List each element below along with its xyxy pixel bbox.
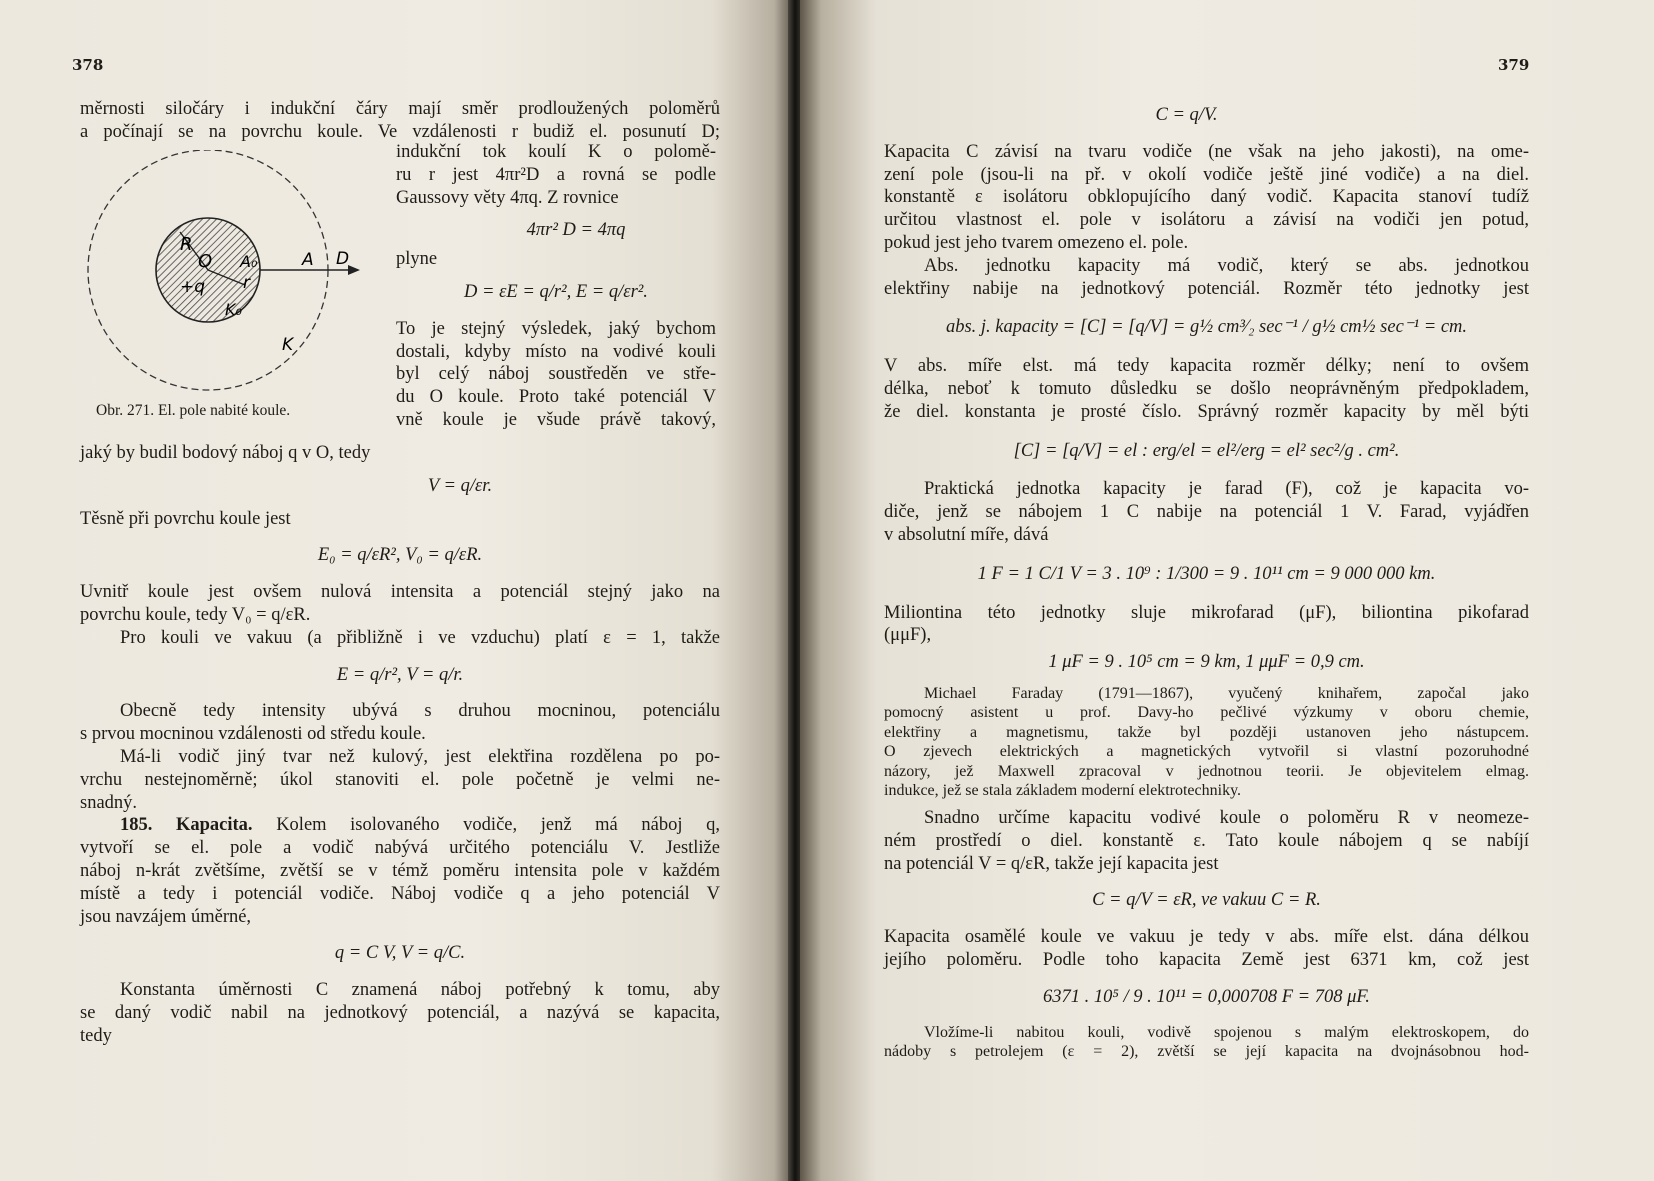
text-line: Vložíme-li nabitou kouli, vodivě spojenou s malým elektroskopem, do [924, 1023, 1529, 1041]
text-line: (μμF), [884, 625, 932, 646]
text-line: nádoby s petrolejem (ε = 2), zvětší se její kapacita na dvojnásobnou hod- [884, 1043, 1529, 1061]
text-line: názory, jež Maxwell zpracoval v jednotnou teorii. Je objevitelem elmag. [884, 762, 1529, 780]
page-number: 379 [1498, 56, 1530, 74]
equation: D = εE = q/r², E = q/εr². [464, 281, 648, 302]
text-line: vrchu nestejnoměrně; úkol stanoviti el. pole početně je velmi ne- [80, 769, 720, 790]
text-line: povrchu koule, tedy V₀ = q/εR. [80, 604, 311, 625]
text-line: V abs. míře elst. má tedy kapacita rozměr délky; není to ovšem [884, 356, 1529, 377]
left-text-main [80, 442, 720, 1048]
equation: [C] = [q/V] = el : erg/el = el²/erg = el² sec²/g . cm². [1013, 440, 1400, 461]
equation: E₀ = q/εR², V₀ = q/εR. [317, 545, 483, 566]
text-line: indukční tok koulí K o polomě- [396, 142, 716, 162]
equation: abs. j. kapacity = [C] = [q/V] = g½ cm³⁄₂ sec⁻¹ / g½ cm½ sec⁻¹ = cm. [945, 317, 1468, 338]
text-line: že diel. konstanta je prosté číslo. Správný rozměr kapacity by měl býti [884, 401, 1529, 422]
equation: C = q/V. [1155, 105, 1218, 125]
text-line: Kapacita osamělé koule ve vakuu je tedy v abs. míře elst. dána délkou [884, 927, 1529, 948]
beside-figure-text [396, 141, 716, 432]
text-line: Uvnitř koule jest ovšem nulová intensita a potenciál stejný jako na [80, 582, 720, 603]
label-r: r [243, 273, 250, 293]
text-line: s prvou mocninou vzdálenosti od středu koule. [80, 724, 426, 745]
equation: 1 μF = 9 . 10⁵ cm = 9 km, 1 μμF = 0,9 cm. [1048, 652, 1365, 673]
text-line: elektřiny nabije na jednotkový potenciál. Rozměr této jednotky jest [884, 278, 1529, 299]
text-line: a počínají se na povrchu koule. Ve vzdálenosti r budiž el. posunutí D; [80, 121, 720, 142]
text-line: konstantě ε isolátoru obklopujícího daný vodič. Kapacita stanoví tudíž [884, 187, 1529, 208]
equation: E = q/r², V = q/r. [336, 664, 464, 685]
label-D: D [336, 249, 350, 269]
text-line: jsou navzájem úměrné, [80, 906, 252, 927]
text-line: Praktická jednotka kapacity je farad (F), což je kapacita vo- [924, 479, 1529, 500]
text-line: tedy [80, 1025, 112, 1046]
text-line: Abs. jednotku kapacity má vodič, který se abs. jednotkou [924, 255, 1529, 276]
text-line: dostali, kdyby místo na vodivé kouli [396, 341, 716, 362]
text-line: Pro kouli ve vakuu (a přibližně i ve vzduchu) platí ε = 1, takže [120, 627, 720, 648]
text-line: vně koule je všude právě takový, [396, 409, 716, 430]
text-line: du O koule. Proto také potenciál V [396, 387, 716, 408]
text-line: určitou vlastnost el. pole v isolátoru a závisí na vodiči jen potud, [884, 210, 1529, 231]
arrow-head [348, 265, 360, 275]
text-line: Konstanta úměrnosti C znamená náboj potřebný k tomu, aby [120, 980, 720, 1001]
text-line: elektřiny a magnetismu, takže byl později ustanoven jeho nástupcem. [884, 723, 1529, 741]
text-line: na potenciál V = q/εR, takže její kapacita jest [884, 853, 1219, 874]
label-K0: K₀ [225, 300, 242, 319]
text-line: délka, neboť k tomuto důsledku se došlo neoprávněným předpokladem, [884, 378, 1529, 399]
page-number: 378 [72, 56, 104, 74]
footnote-faraday [884, 684, 1529, 801]
text-line: zení pole (jsou-li na př. v okolí vodiče ještě jiné vodiče) a na diel. [884, 164, 1529, 185]
closing-paragraph [884, 1023, 1529, 1062]
text-line: Gaussovy věty 4πq. Z rovnice [396, 187, 619, 208]
text-line: vytvoří se el. pole a vodič nabývá určitého potenciálu V. Jestliže [80, 838, 720, 859]
left-text-top [80, 98, 720, 144]
section-title: 185. Kapacita. [120, 815, 253, 836]
text-line [80, 814, 720, 837]
text-line: indukce, jež se stala základem moderní elektrotechniky. [884, 782, 1242, 800]
text-line: To je stejný výsledek, jaký bychom [396, 318, 716, 339]
text-line: pomocný asistent u prof. Davy-ho pečlivé výzkumy v oboru chemie, [884, 704, 1529, 722]
text-line: Snadno určíme kapacitu vodivé koule o poloměru R v neomeze- [924, 807, 1529, 828]
text-span: Kolem isolovaného vodiče, jenž má náboj q, [276, 815, 720, 836]
equation: 1 F = 1 C/1 V = 3 . 10⁹ : 1/300 = 9 . 10¹¹ cm = 9 000 000 km. [977, 563, 1436, 584]
text-line: pokud jest jeho tvarem omezeno el. pole. [884, 232, 1189, 253]
text-line: Těsně při povrchu koule jest [80, 508, 291, 529]
text-line: diče, jenž se nábojem 1 C nabije na potenciál 1 V. Farad, vyjádřen [884, 502, 1529, 523]
equation: 6371 . 10⁵ / 9 . 10¹¹ = 0,000708 F = 708 μF. [1043, 986, 1370, 1007]
equation: V = q/εr. [427, 475, 493, 496]
text-line: měrnosti siločáry i indukční čáry mají směr prodloužených poloměrů [80, 99, 720, 119]
text-line: snadný. [80, 792, 138, 813]
label-A: A [302, 250, 314, 270]
text-line: jejího poloměru. Podle toho kapacita Země jest 6371 km, což jest [884, 949, 1529, 970]
figure-caption: Obr. 271. El. pole nabité koule. [96, 402, 291, 419]
text-line: O zjevech elektrických a magnetických vytvořil si vlastní pozoruhodné [884, 743, 1529, 761]
text-line: ru r jest 4πr²D a rovná se podle [396, 164, 716, 185]
equation: q = C V, V = q/C. [334, 943, 466, 964]
text-line: Obecně tedy intensity ubývá s druhou mocninou, potenciálu [120, 701, 720, 722]
label-A0: A₀ [240, 252, 258, 271]
text-line: Má-li vodič jiný tvar než kulový, jest elektřina rozdělena po po- [120, 746, 720, 767]
text-line: Michael Faraday (1791—1867), vyučený knihařem, započal jako [924, 684, 1529, 702]
label-O: O [198, 251, 213, 272]
text-line: Miliontina této jednotky sluje mikrofarad (μF), biliontina pikofarad [884, 602, 1529, 623]
equation: C = q/V = εR, ve vakuu C = R. [1092, 890, 1321, 911]
text-line: Kapacita C závisí na tvaru vodiče (ne však na jeho jakosti), na ome- [884, 141, 1529, 162]
left-page [0, 0, 790, 1181]
right-text [884, 104, 1529, 1062]
text-line: byl celý náboj soustředěn ve stře- [396, 364, 716, 385]
text-line: náboj n-krát zvětšíme, zvětší se v témž poměru intensita pole v každém [80, 860, 720, 881]
sphere-field-diagram [80, 150, 390, 420]
figure-271 [80, 150, 390, 420]
text-line: se daný vodič nabil na jednotkový potenciál, a nazývá se kapacita, [80, 1002, 720, 1023]
text-line: v absolutní míře, dává [884, 524, 1049, 545]
text-line: jaký by budil bodový náboj q v O, tedy [80, 443, 371, 463]
label-R: R [180, 234, 193, 255]
right-page [800, 0, 1654, 1181]
label-q: +q [180, 277, 206, 297]
text-line: místě a tedy i potenciál vodiče. Náboj vodiče q a jeho potenciál V [80, 883, 720, 904]
text-line: ném prostředí o diel. konstantě ε. Tato koule nábojem q se nabíjí [884, 830, 1529, 851]
label-K: K [282, 335, 294, 355]
equation: 4πr² D = 4πq [526, 220, 626, 241]
text-line: plyne [396, 249, 438, 270]
